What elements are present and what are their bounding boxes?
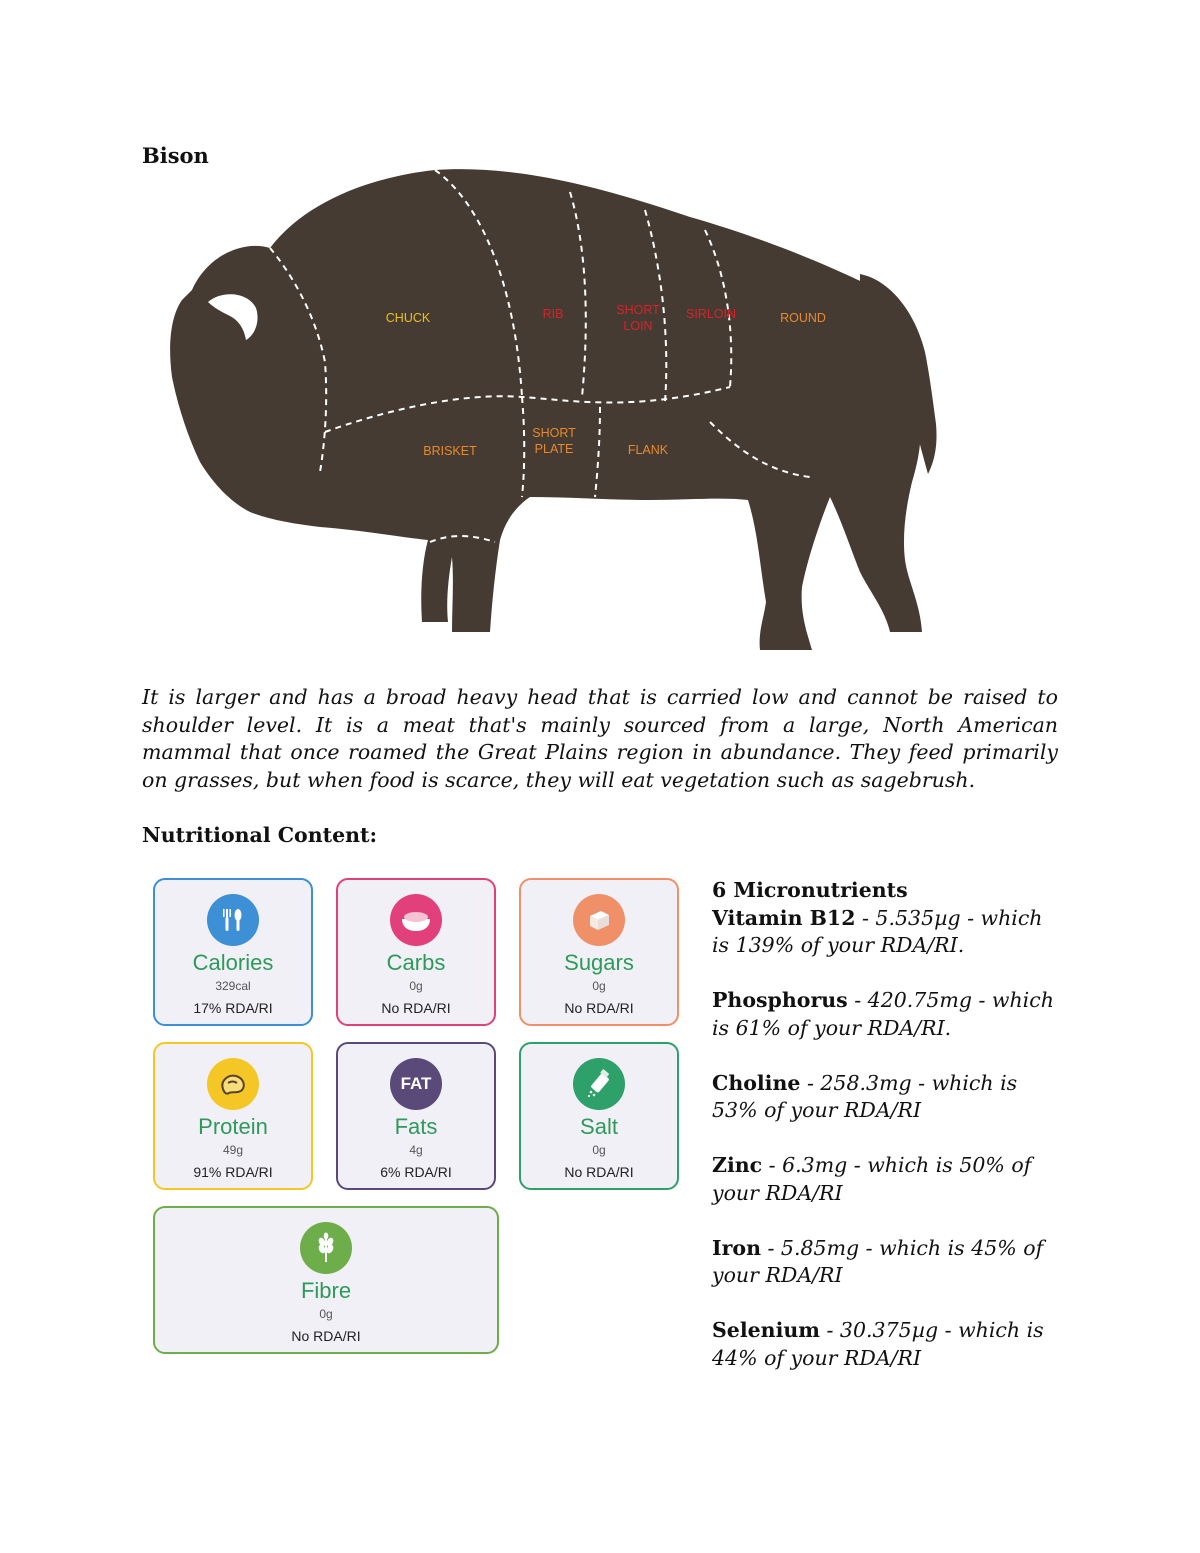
sugar-cube-icon [573,894,625,946]
bowl-icon [390,894,442,946]
micronutrient-detail: - 30.375µg - which is 44% of your RDA/RI [712,1318,1044,1370]
fat-icon [390,1058,442,1110]
card-name: Fats [394,1114,438,1139]
card-rda: No RDA/RI [381,1000,451,1016]
micronutrient-name: Selenium [712,1318,820,1342]
micronutrients-heading: 6 Micronutrients [712,878,908,902]
card-fibre [153,1206,499,1354]
card-protein [153,1042,313,1190]
micronutrient-detail: - 5.85mg - which is 45% of your RDA/RI [712,1235,1044,1287]
cut-label-round: ROUND [780,311,826,325]
card-amount: 0g [592,1143,606,1157]
card-amount: 0g [409,979,423,993]
card-rda: 91% RDA/RI [193,1164,273,1180]
cut-label-short-loin-2: LOIN [623,319,653,333]
micronutrient-item [712,987,1062,1042]
card-rda: No RDA/RI [564,1000,634,1016]
card-rda: No RDA/RI [291,1328,361,1344]
micronutrient-item [712,905,1062,960]
cut-label-brisket: BRISKET [423,444,477,458]
cut-label-short-loin-1: SHORT [616,303,660,317]
micronutrient-item [712,1317,1062,1372]
micronutrient-name: Choline [712,1070,801,1095]
wheat-icon [300,1222,352,1274]
micronutrient-name: Iron [712,1235,761,1260]
micronutrient-detail: - 6.3mg - which is 50% of your RDA/RI [712,1153,1032,1205]
card-carbs [336,878,496,1026]
cut-label-flank: FLANK [627,443,669,457]
page-title: Bison [142,143,209,168]
card-name: Sugars [564,950,634,975]
card-rda: 17% RDA/RI [193,1000,273,1016]
micronutrient-name: Zinc [712,1153,763,1177]
card-sugars [519,878,679,1026]
card-name: Calories [192,950,274,975]
micronutrient-detail: - 258.3mg - which is 53% of your RDA/RI [712,1070,1018,1122]
micronutrient-item [712,1152,1062,1207]
micronutrient-item [712,1070,1062,1125]
micronutrient-item [712,1235,1062,1290]
bean-icon [207,1058,259,1110]
card-calories [153,878,313,1026]
card-rda: 6% RDA/RI [380,1164,452,1180]
fork-knife-icon [207,894,259,946]
cut-label-rib: RIB [542,307,564,321]
card-name: Carbs [386,950,446,975]
salt-shaker-icon [573,1058,625,1110]
card-name: Protein [198,1114,268,1139]
cut-label-short-plate-2: PLATE [534,442,574,456]
card-name: Salt [580,1114,618,1139]
cut-label-sirloin: SIRLOIN [685,307,737,321]
micronutrient-name: Vitamin B12 [712,905,856,930]
cut-label-short-plate-1: SHORT [532,426,576,440]
nutrition-heading: Nutritional Content: [142,823,378,847]
card-name: Fibre [300,1278,352,1303]
cut-label-chuck: CHUCK [385,311,431,325]
card-amount: 0g [319,1307,333,1321]
card-amount: 49g [222,1143,244,1157]
card-rda: No RDA/RI [564,1164,634,1180]
card-amount: 4g [409,1143,423,1157]
micronutrient-detail: - 420.75mg - which is 61% of your RDA/RI. [712,988,1054,1040]
micronutrient-name: Phosphorus [712,988,848,1012]
micronutrient-detail: - 5.535µg - which is 139% of your RDA/RI. [712,905,1043,957]
card-fats [336,1042,496,1190]
bison-silhouette [170,169,922,650]
bison-description: It is larger and has a broad heavy head that is carried low and cannot be raised to shoulder level. It is a meat that's mainly sourced from a large, North American mammal that once roamed the Great Plains region in abundance. They feed primarily on grasses, but when food is scarce, they will eat vegetation such as sagebrush. [142,685,1058,792]
card-amount: 329cal [215,979,251,993]
micronutrients-list [712,877,1062,1372]
fat-icon-text: FAT [400,1074,432,1093]
card-salt [519,1042,679,1190]
bison-cuts-diagram [130,162,950,662]
card-amount: 0g [592,979,606,993]
